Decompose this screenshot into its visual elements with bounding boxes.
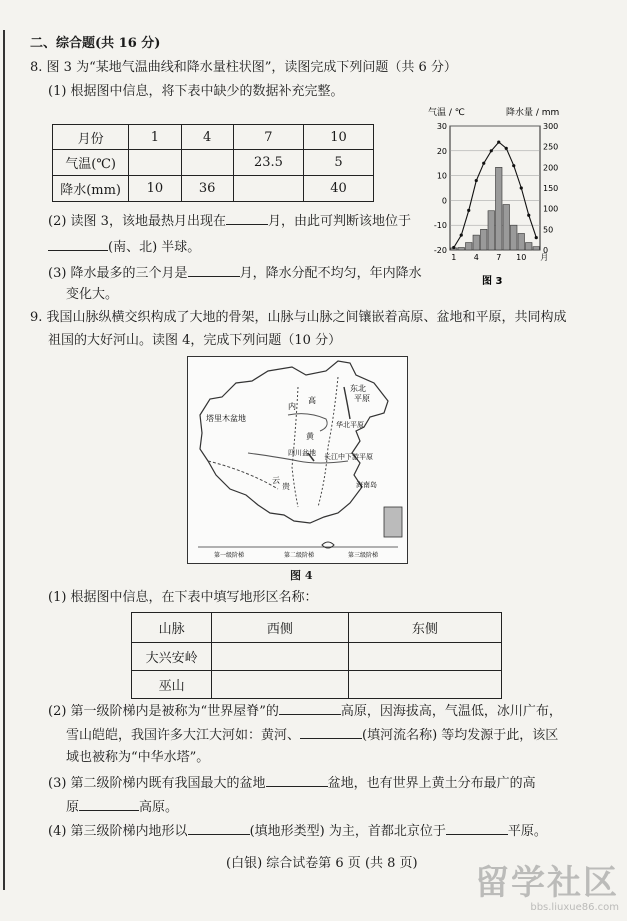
temp-point — [452, 246, 455, 249]
right-tick-label: 150 — [543, 184, 559, 193]
watermark-url: bbs.liuxue86.com — [530, 902, 619, 913]
table-cell: 气温(℃) — [53, 150, 129, 176]
temp-point — [482, 162, 485, 165]
left-tick-label: 30 — [436, 122, 447, 131]
month-tick-label: 4 — [473, 253, 479, 262]
temp-point — [505, 147, 508, 150]
table-cell: 23.5 — [233, 150, 303, 176]
answer-blank[interactable] — [300, 724, 362, 739]
table-cell: 月份 — [53, 125, 129, 150]
answer-blank[interactable] — [48, 236, 108, 251]
table-cell: 10 — [304, 125, 374, 150]
precip-bar — [533, 247, 540, 250]
q9-stem-line1: 9. 我国山脉纵横交织构成了大地的骨架，山脉与山脉之间镶嵌着高原、盆地和平原，共同构成 — [30, 310, 567, 325]
page-footer: (白银) 综合试卷第 6 页 (共 8 页) — [226, 856, 418, 871]
temp-axis-label: 气温 / ℃ — [428, 108, 465, 118]
temp-point — [460, 234, 463, 237]
q8-part2-line1: (2) 读图 3，该地最热月出现在 月，由此可判断该地位于 — [48, 210, 411, 232]
table-row — [53, 125, 374, 150]
temp-point — [497, 141, 500, 144]
table-row — [132, 613, 502, 643]
q9-part2-line1: (2) 第一级阶梯内是被称为“世界屋脊”的 高原，因海拔高，气温低，冰川广布， — [48, 700, 562, 722]
chart-grid — [450, 126, 540, 250]
right-ticks — [543, 122, 558, 255]
table-row — [53, 150, 374, 176]
map-label: 黄 — [306, 432, 314, 441]
right-tick-label: 50 — [543, 225, 554, 235]
china-terrain-map — [188, 357, 407, 563]
map-label: 贵 — [282, 482, 290, 491]
fig4-china-map — [187, 356, 408, 564]
temp-point — [490, 149, 493, 152]
map-label: 高 — [308, 396, 316, 405]
q9-part3-line2: 原 高原。 — [66, 796, 178, 818]
yellow-river — [288, 414, 327, 431]
month-tick-label: 7 — [496, 253, 502, 262]
month-tick-label: 1 — [451, 253, 457, 262]
right-tick-label: 300 — [543, 122, 559, 131]
left-tick-label: 0 — [441, 196, 447, 206]
left-tick-label: 10 — [436, 171, 447, 181]
map-label: 东北 — [350, 384, 366, 393]
q9-stem-line2: 祖国的大好河山。读图 4，完成下列问题（10 分） — [48, 333, 342, 348]
q8-part2-line2: (南、北) 半球。 — [48, 236, 200, 258]
month-ticks — [451, 253, 526, 262]
watermark-brand: 留学社区 — [475, 863, 619, 903]
temp-point — [467, 209, 470, 212]
q9-part1: (1) 根据图中信息，在下表中填写地形区名称： — [48, 590, 318, 605]
right-tick-label: 200 — [543, 163, 559, 173]
q8-part1: (1) 根据图中信息，将下表中缺少的数据补充完整。 — [48, 84, 344, 99]
section-title: 二、综合题(共 16 分) — [30, 36, 161, 51]
precip-bar — [458, 248, 465, 250]
temp-point — [535, 236, 538, 239]
precip-bar — [466, 243, 473, 250]
temp-curve — [452, 141, 538, 250]
answer-blank[interactable] — [188, 820, 250, 835]
temp-point — [475, 179, 478, 182]
q9-part3-line1: (3) 第二级阶梯内既有我国最大的盆地 盆地，也有世界上黄土分布最广的高 — [48, 772, 536, 794]
table-cell: 1 — [129, 125, 181, 150]
q9-terrain-table — [131, 612, 502, 699]
q9-part4: (4) 第三级阶梯内地形以 (填地形类型) 为主，首都北京位于 平原。 — [48, 820, 547, 842]
table-cell: 4 — [181, 125, 233, 150]
map-legend — [198, 547, 398, 559]
table-row — [132, 671, 502, 699]
precip-bar — [518, 233, 525, 250]
table-cell[interactable] — [348, 643, 501, 671]
left-ticks — [434, 122, 447, 255]
south-sea-inset — [384, 507, 402, 537]
legend-step-2: 第二级阶梯 — [284, 552, 315, 559]
precip-bar — [488, 211, 495, 250]
fig3-caption: 图 3 — [482, 276, 503, 287]
table-cell: 10 — [129, 176, 181, 202]
step-boundary-2 — [318, 377, 338, 507]
table-cell[interactable] — [233, 176, 303, 202]
plot-frame — [450, 126, 540, 250]
table-cell: 西侧 — [212, 613, 349, 643]
q8-part3-line2: 变化大。 — [66, 287, 119, 302]
table-cell[interactable] — [348, 671, 501, 699]
table-cell: 东侧 — [348, 613, 501, 643]
table-row — [132, 643, 502, 671]
fig3-climate-chart — [420, 100, 570, 290]
q8-data-table — [52, 124, 374, 202]
left-tick-label: -10 — [433, 221, 447, 231]
map-label: 平原 — [354, 394, 370, 403]
precip-bars — [451, 167, 540, 250]
table-cell[interactable] — [181, 150, 233, 176]
table-cell: 7 — [233, 125, 303, 150]
fig4-caption: 图 4 — [290, 569, 313, 582]
table-cell: 5 — [304, 150, 374, 176]
table-cell: 大兴安岭 — [132, 643, 212, 671]
map-label: 云 — [272, 476, 280, 485]
watermark — [475, 864, 619, 913]
temp-point — [527, 214, 530, 217]
left-tick-label: -20 — [433, 246, 447, 255]
table-cell[interactable] — [129, 150, 181, 176]
temp-line — [454, 142, 537, 247]
table-cell: 巫山 — [132, 671, 212, 699]
map-label: 长江中下游平原 — [324, 453, 373, 461]
precip-bar — [496, 167, 503, 250]
right-tick-label: 0 — [543, 246, 549, 255]
table-cell: 40 — [304, 176, 374, 202]
answer-blank[interactable] — [79, 796, 139, 811]
table-row — [53, 176, 374, 202]
map-label: 内 — [288, 402, 296, 411]
answer-blank[interactable] — [226, 210, 268, 225]
precip-bar — [503, 205, 510, 250]
right-tick-label: 100 — [543, 204, 559, 214]
answer-blank[interactable] — [446, 820, 508, 835]
table-cell[interactable] — [212, 671, 349, 699]
right-tick-label: 250 — [543, 142, 559, 152]
page-left-border — [3, 30, 5, 890]
himalaya-ridge — [208, 461, 278, 489]
precip-bar — [481, 229, 488, 250]
table-cell[interactable] — [212, 643, 349, 671]
map-label: 塔里木盆地 — [206, 414, 246, 423]
precip-axis-label: 降水量 / mm — [506, 108, 560, 118]
map-label: 海南岛 — [356, 481, 377, 489]
map-label: 四川盆地 — [288, 449, 316, 457]
legend-step-1: 第一级阶梯 — [214, 552, 245, 559]
legend-step-3: 第三级阶梯 — [348, 552, 379, 559]
q9-part2-line2: 雪山皑皑，我国许多大江大河如：黄河、 (填河流名称) 等均发源于此，该区 — [66, 724, 558, 746]
table-cell: 36 — [181, 176, 233, 202]
table-cell: 降水(mm) — [53, 176, 129, 202]
temp-point — [512, 164, 515, 167]
map-label: 华北平原 — [336, 421, 364, 429]
precip-bar — [473, 235, 480, 250]
temp-point — [520, 186, 523, 189]
month-tick-label: 10 — [516, 253, 527, 262]
table-cell: 山脉 — [132, 613, 212, 643]
answer-blank[interactable] — [266, 772, 328, 787]
answer-blank[interactable] — [279, 700, 341, 715]
answer-blank[interactable] — [188, 262, 240, 277]
precip-bar — [526, 243, 533, 250]
q8-part3-line1: (3) 降水最多的三个月是 月，降水分配不均匀，年内降水 — [48, 262, 422, 284]
month-axis-label: 月 — [540, 253, 549, 262]
left-tick-label: 20 — [436, 146, 447, 156]
q9-part2-line3: 域也被称为“中华水塔”。 — [66, 750, 210, 765]
precip-bar — [511, 225, 518, 250]
q8-stem: 8. 图 3 为“某地气温曲线和降水量柱状图”，读图完成下列问题（共 6 分） — [30, 60, 457, 75]
